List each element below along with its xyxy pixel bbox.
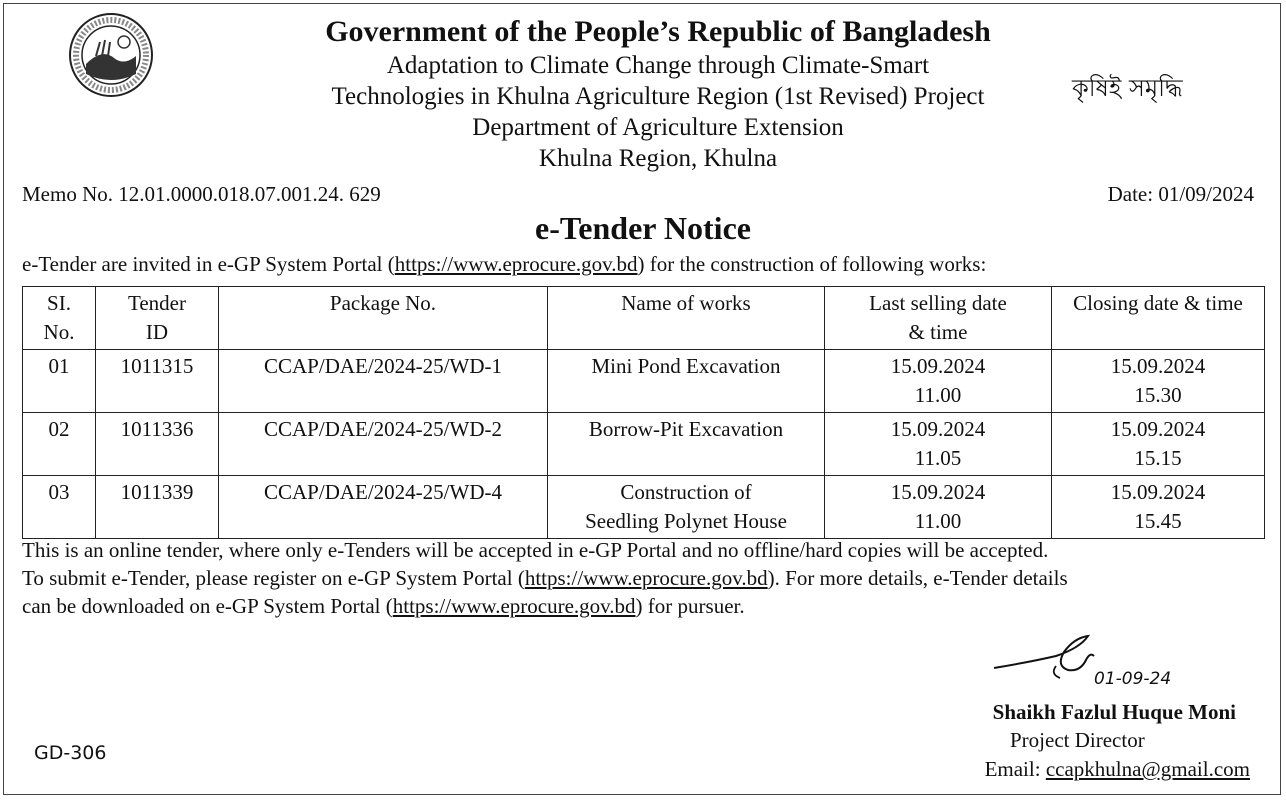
instructions-line2: To submit e-Tender, please register on e-GP System Portal (https://www.eprocure.gov.bd). For more details, e-Tender details [22, 566, 1068, 590]
cell-package: CCAP/DAE/2024-25/WD-4 [219, 476, 548, 539]
cell-tender-id: 1011339 [96, 476, 219, 539]
cell-work-name: Mini Pond Excavation [548, 350, 825, 413]
tender-table [22, 286, 1265, 539]
footer-code: GD-306 [34, 742, 107, 764]
instructions-text [22, 536, 1268, 620]
eprocure-link[interactable]: https://www.eprocure.gov.bd [524, 566, 768, 590]
memo-number: Memo No. 12.01.0000.018.07.001.24. 629 [22, 182, 381, 206]
department-name: Department of Agriculture Extension [472, 114, 844, 141]
cell-closing: 15.09.2024 15.30 [1052, 350, 1265, 413]
cell-sl: 03 [23, 476, 96, 539]
table-header-row [23, 287, 1265, 350]
cell-sl: 01 [23, 350, 96, 413]
slogan: কৃষিই সমৃদ্ধি [1072, 74, 1183, 102]
table-row [23, 350, 1265, 413]
table-row [23, 413, 1265, 476]
cell-selling: 15.09.2024 11.00 [825, 350, 1052, 413]
eprocure-link[interactable]: https://www.eprocure.gov.bd [394, 252, 638, 276]
memo-date: Date: 01/09/2024 [1107, 182, 1254, 206]
cell-work-name: Borrow-Pit Excavation [548, 413, 825, 476]
project-name-line1: Adaptation to Climate Change through Climate-Smart [386, 52, 930, 79]
cell-package: CCAP/DAE/2024-25/WD-2 [219, 413, 548, 476]
cell-closing: 15.09.2024 15.45 [1052, 476, 1265, 539]
signatory-email: Email: ccapkhulna@gmail.com [984, 757, 1250, 781]
signatory-title: Project Director [1010, 728, 1145, 752]
signature-date: 01-09-24 [1094, 669, 1172, 689]
header-tender-id: Tender ID [96, 287, 219, 350]
intro-text-before: e-Tender are invited in e-GP System Portal ( [22, 252, 395, 276]
instructions-line3: can be downloaded on e-GP System Portal (https://www.eprocure.gov.bd) for pursuer. [22, 594, 745, 618]
header-name-of-works: Name of works [548, 287, 825, 350]
cell-tender-id: 1011315 [96, 350, 219, 413]
signatory-name: Shaikh Fazlul Huque Moni [992, 700, 1236, 724]
table-row [23, 476, 1265, 539]
intro-text-after: ) for the construction of following works: [637, 252, 987, 276]
cell-work-name: Construction of Seedling Polynet House [548, 476, 825, 539]
header-closing: Closing date & time [1052, 287, 1265, 350]
header-package-no: Package No. [219, 287, 548, 350]
cell-sl: 02 [23, 413, 96, 476]
eprocure-link[interactable]: https://www.eprocure.gov.bd [392, 594, 636, 618]
cell-selling: 15.09.2024 11.05 [825, 413, 1052, 476]
instructions-line1: This is an online tender, where only e-Tenders will be accepted in e-GP Portal and no offline/hard copies will be accepted. [22, 538, 1049, 562]
government-title: Government of the People’s Republic of Bangladesh [325, 15, 991, 48]
project-name-line2: Technologies in Khulna Agriculture Region (1st Revised) Project [331, 83, 985, 110]
cell-package: CCAP/DAE/2024-25/WD-1 [219, 350, 548, 413]
email-link[interactable]: ccapkhulna@gmail.com [1045, 757, 1250, 781]
header-sl-no: SI. No. [23, 287, 96, 350]
notice-title: e-Tender Notice [535, 210, 751, 246]
signature-icon [990, 622, 1180, 694]
header-last-selling: Last selling date & time [825, 287, 1052, 350]
intro-text [22, 252, 986, 277]
region-name: Khulna Region, Khulna [538, 145, 778, 172]
cell-tender-id: 1011336 [96, 413, 219, 476]
cell-closing: 15.09.2024 15.15 [1052, 413, 1265, 476]
cell-selling: 15.09.2024 11.00 [825, 476, 1052, 539]
